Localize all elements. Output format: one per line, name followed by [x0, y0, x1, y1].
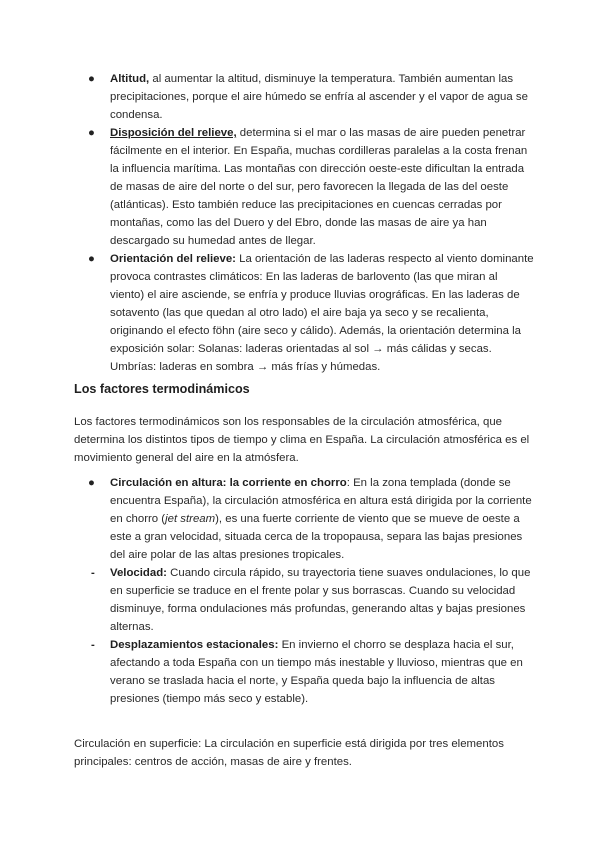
bullet-icon: ● — [88, 127, 95, 139]
item-text: determina si el mar o las masas de aire pueden penetrar fácilmente en el interior. En España, muchas cordilleras paralelas a la costa frenan la influencia marítima. Las montañas con dirección oeste-este dificultan la entrada de masas de aire del norte o del sur, pero favorecen la llegada de las del oeste (atlánticas). Esto también reduce las precipitaciones en cuencas cerradas por montañas, como las del Duero y del Ebro, donde las masas de aire ya han descargado su humedad antes de llegar. — [110, 127, 528, 247]
item-title: Circulación en altura: la corriente en chorro — [110, 477, 347, 489]
bullet-icon: ● — [88, 73, 95, 85]
dash-icon: - — [91, 567, 95, 579]
item-title: Orientación del relieve: — [110, 253, 236, 265]
list-item — [74, 636, 534, 708]
item-title: Desplazamientos estacionales: — [110, 639, 279, 651]
thermodynamic-factors-list — [74, 474, 534, 708]
list-item — [74, 124, 534, 250]
item-italic-term: jet stream — [165, 513, 216, 525]
item-title: Disposición del relieve, — [110, 127, 237, 139]
item-text: : En la zona templada (donde se encuentra España), la circulación atmosférica en altura está dirigida por la corriente en chorro ( — [110, 477, 532, 525]
list-item — [74, 474, 534, 564]
closing-paragraph: Circulación en superficie: La circulación en superficie está dirigida por tres elementos principales: centros de acción, masas de aire y frentes. — [74, 738, 504, 768]
item-title: Altitud, — [110, 73, 150, 85]
item-text: En invierno el chorro se desplaza hacia el sur, afectando a toda España con un tiempo más inestable y lluvioso, mientras que en verano se traslada hacia el norte, y España queda bajo la influencia de altas presiones (tiempo más seco y estable). — [110, 639, 523, 705]
intro-paragraph: Los factores termodinámicos son los responsables de la circulación atmosférica, que determina los distintos tipos de tiempo y clima en España. La circulación atmosférica es el movimiento general del aire en la atmósfera. — [74, 416, 530, 464]
relief-factors-list — [74, 70, 534, 376]
section-heading: Los factores termodinámicos — [74, 382, 250, 396]
list-item — [74, 250, 534, 376]
item-text: al aumentar la altitud, disminuye la temperatura. También aumentan las precipitaciones, porque el aire húmedo se enfría al ascender y el vapor de agua se condensa. — [110, 73, 528, 121]
item-text: ), es una fuerte corriente de viento que se mueve de oeste a este a gran velocidad, situada cerca de la tropopausa, separa las bajas presiones del aire polar de las altas presiones tropicales. — [110, 513, 523, 561]
item-text: La orientación de las laderas respecto al viento dominante provoca contrastes climáticos: En las laderas de barlovento (las que miran al viento) el aire asciende, se enfría y produce lluvias orográficas. En las laderas de sotavento (las que quedan al otro lado) el aire baja ya seco y se recalienta, originando el efecto föhn (aire seco y cálido). Además, la orientación determina la exposición solar: Solanas: laderas orientadas al sol → más cálidas y secas. Umbrías: laderas en sombra → más frías y húmedas. — [110, 253, 534, 373]
bullet-icon: ● — [88, 253, 95, 265]
list-item — [74, 70, 534, 124]
list-item — [74, 564, 534, 636]
dash-icon: - — [91, 639, 95, 651]
item-text: Cuando circula rápido, su trayectoria tiene suaves ondulaciones, lo que en superficie se traduce en el frente polar y sus borrascas. Cuando su velocidad disminuye, forma ondulaciones más profundas, generando altas y bajas presiones alternas. — [110, 567, 531, 633]
item-title: Velocidad: — [110, 567, 167, 579]
bullet-icon: ● — [88, 477, 95, 489]
